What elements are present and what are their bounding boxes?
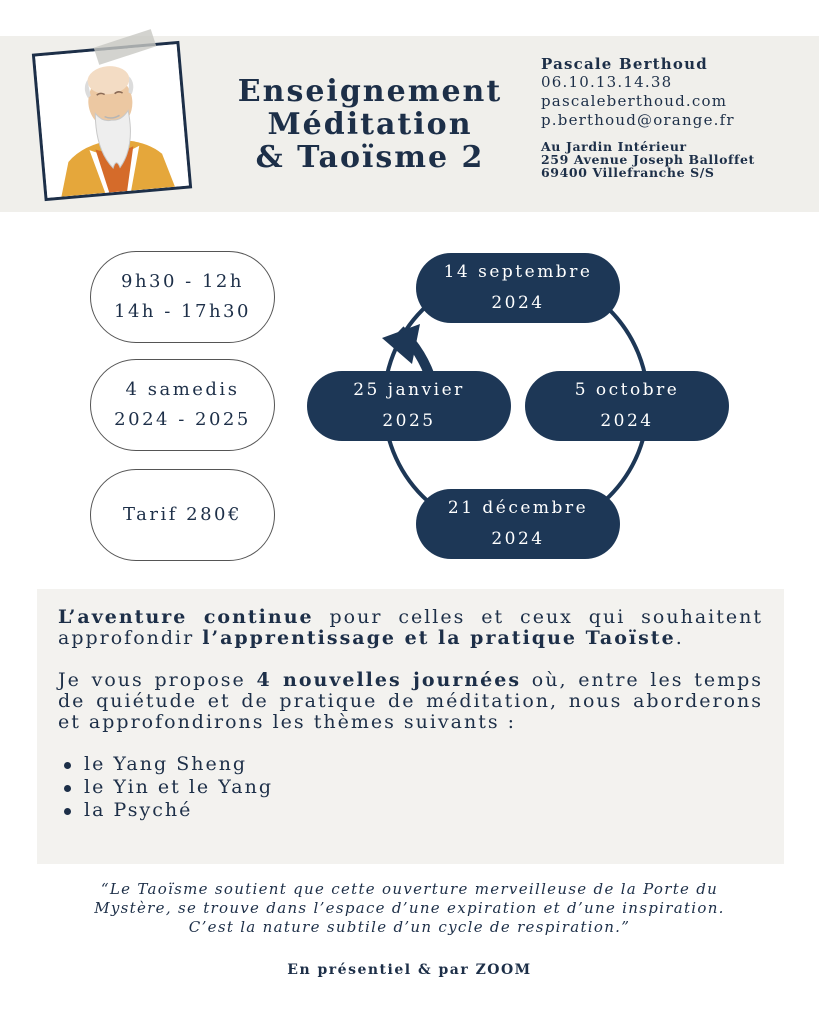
date-september-year: 2024 — [491, 293, 545, 313]
contact-name: Pascale Berthoud — [541, 55, 708, 73]
date-october-day: 5 octobre — [574, 380, 680, 400]
taoism-quote — [20, 880, 799, 937]
program-text-1: Je vous propose — [58, 669, 257, 691]
intro-bold-2: l’apprentissage et la pratique Taoïste — [202, 627, 676, 649]
title-line-2: Méditation — [267, 107, 473, 142]
contact-website[interactable]: pascaleberthoud.com — [541, 92, 728, 110]
theme-item: le Yang Sheng — [58, 753, 763, 776]
title-line-1: Enseignement — [237, 74, 503, 109]
contact-block — [541, 55, 811, 179]
description-box — [37, 589, 784, 864]
price-text: Tarif 280€ — [123, 504, 242, 525]
contact-email[interactable]: p.berthoud@orange.fr — [541, 111, 735, 129]
sage-portrait — [32, 41, 192, 201]
quote-line-3: C’est la nature subtile d’un cycle de respiration.” — [188, 918, 631, 936]
schedule-morning: 9h30 - 12h — [121, 271, 244, 292]
footer-format: En présentiel & par ZOOM — [287, 962, 532, 978]
intro-text-1: pour celles et ceux qui souhaitent approfondir — [58, 606, 763, 649]
contact-phone[interactable]: 06.10.13.14.38 — [541, 73, 673, 91]
sessions-count: 4 samedis — [125, 379, 240, 400]
theme-item: la Psyché — [58, 799, 763, 822]
intro-paragraph — [58, 607, 763, 649]
themes-list — [58, 753, 763, 822]
program-paragraph — [58, 670, 763, 733]
sage-portrait-illustration — [35, 44, 189, 198]
date-january-year: 2025 — [382, 411, 436, 431]
quote-line-1: “Le Taoïsme soutient que cette ouverture merveilleuse de la Porte du — [100, 880, 719, 898]
venue-address — [541, 140, 811, 179]
date-december-day: 21 décembre — [447, 498, 589, 518]
venue-name: Au Jardin Intérieur — [541, 139, 687, 154]
schedule-pill — [90, 251, 275, 343]
program-text-2: où, entre les temps de quiétude et de pratique de méditation, nous aborderons et approfondirons les thèmes suivants : — [58, 669, 764, 733]
title-line-3: & Taoïsme 2 — [255, 140, 485, 175]
date-december-year: 2024 — [491, 529, 545, 549]
program-bold: 4 nouvelles journées — [256, 669, 522, 691]
date-september — [416, 253, 620, 323]
date-september-day: 14 septembre — [443, 262, 593, 282]
date-october — [525, 371, 729, 441]
sessions-pill — [90, 359, 275, 451]
schedule-afternoon: 14h - 17h30 — [114, 301, 251, 322]
date-december — [416, 489, 620, 559]
date-october-year: 2024 — [600, 411, 654, 431]
date-january — [307, 371, 511, 441]
intro-text-2: . — [675, 627, 684, 649]
page-title — [222, 75, 518, 174]
date-january-day: 25 janvier — [353, 380, 465, 400]
price-pill — [90, 469, 275, 561]
theme-item: le Yin et le Yang — [58, 776, 763, 799]
venue-city: 69400 Villefranche S/S — [541, 165, 715, 180]
sessions-years: 2024 - 2025 — [114, 409, 251, 430]
quote-line-2: Mystère, se trouve dans l’espace d’une expiration et d’une inspiration. — [94, 899, 725, 917]
intro-bold-1: L’aventure continue — [58, 606, 314, 628]
venue-street: 259 Avenue Joseph Balloffet — [541, 152, 755, 167]
